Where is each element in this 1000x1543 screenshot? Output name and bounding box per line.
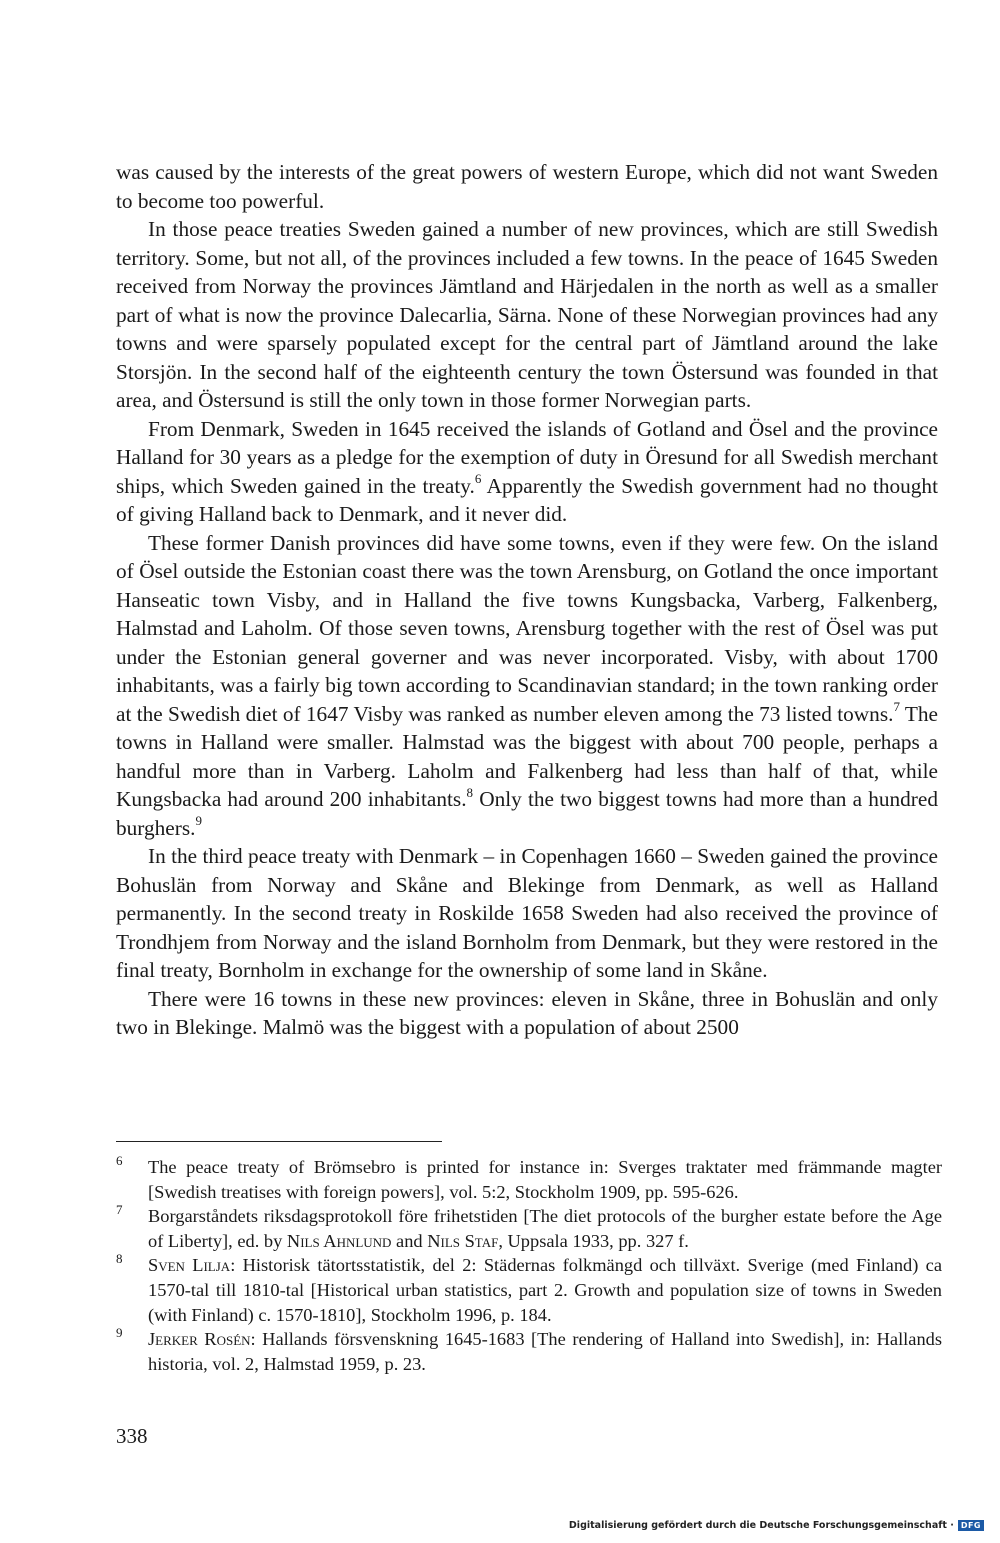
footnote-number: 6 <box>116 1153 123 1168</box>
paragraph <box>116 415 938 529</box>
author-name: Jerker Rosén <box>148 1329 251 1350</box>
footnote-number: 7 <box>116 1202 123 1218</box>
dfg-logo-icon: DFG <box>958 1520 984 1531</box>
text-run: In the third peace treaty with Denmark – in Copenhagen 1660 – Sweden gained the province Bohuslän from Norway and Skåne and Blekinge from Denmark, as well as Halland permanently. In the second treaty in Roskilde 1658 Sweden had also received the province of Trondhjem from Norway and the island Bornholm from Denmark, but they were restored in the final treaty, Bornholm in exchange for the ownership of some land in Skåne. <box>116 844 938 982</box>
text-run: Apparently the Swedish government had no thought of giving Halland back to Denmark, and it never did. <box>116 473 938 526</box>
footnotes <box>116 1155 942 1376</box>
text-run: The peace treaty of Brömsebro is printed for instance in: Sverges traktater med främmande magter [Swedish treatises with foreign powers], vol. 5:2, Stockholm 1909, pp. 595-626. <box>148 1157 942 1202</box>
author-name: Nils Staf <box>427 1230 499 1251</box>
page-number: 338 <box>116 1424 148 1448</box>
paragraph <box>116 985 938 1042</box>
text-run: was caused by the interests of the great powers of western Europe, which did not want Sweden to become too powerful. <box>116 160 938 213</box>
text-run: , Uppsala 1933, pp. 327 f. <box>498 1230 689 1251</box>
credit-text: Digitalisierung gefördert durch die Deutsche Forschungsgemeinschaft · <box>568 1520 954 1531</box>
footnote <box>116 1253 942 1327</box>
text-run: : Hallands försvenskning 1645-1683 [The rendering of Halland into Swedish], in: Hallands historia, vol. 2, Halmstad 1959, p. 23. <box>148 1329 942 1374</box>
digitization-credit <box>569 1520 984 1531</box>
paragraph <box>116 215 938 415</box>
author-name: Nils Ahnlund <box>286 1230 392 1251</box>
text-run: From Denmark, Sweden in 1645 received the islands of Gotland and Ösel and the province Halland for 30 years as a pledge for the exemption of duty in Öresund for all Swedish merchant ships, which Sweden gained in the treaty. <box>116 416 938 498</box>
footnote-ref: 6 <box>474 471 482 487</box>
footnote <box>116 1204 942 1253</box>
text-run: and <box>391 1230 428 1251</box>
body-text <box>116 158 938 1042</box>
text-run: There were 16 towns in these new provinces: eleven in Skåne, three in Bohuslän and only two in Blekinge. Malmö was the biggest with a population of about 2500 <box>116 986 938 1039</box>
footnote-number: 8 <box>116 1251 123 1267</box>
footnote-number: 9 <box>116 1325 123 1341</box>
footnote <box>116 1155 942 1204</box>
footnote <box>116 1327 942 1376</box>
paragraph <box>116 158 938 215</box>
paragraph <box>116 529 938 843</box>
text-run: The towns in Halland were smaller. Halmstad was the biggest with about 700 people, perhaps a handful more than in Varberg. Laholm and Falkenberg had less than half of that, while Kungsbacka had around 200 inhabitants. <box>116 701 938 811</box>
author-name: Sven Lilja <box>148 1255 231 1276</box>
footnote-ref: 7 <box>893 699 900 715</box>
footnote-ref: 9 <box>195 813 202 829</box>
text-run: These former Danish provinces did have some towns, even if they were few. On the island of Ösel outside the Estonian coast there was the town Arensburg, on Gotland the once important Hanseatic town Visby, and in Halland the five towns Kungsbacka, Varberg, Falkenberg, Halmstad and Laholm. Of those seven towns, Arensburg together with the rest of Ösel was put under the Estonian general governer and was never incorporated. Visby, with about 1700 inhabitants, was a fairly big town according to Scandinavian standard; in the town ranking order at the Swedish diet of 1647 Visby was ranked as number eleven among the 73 listed towns. <box>116 530 938 726</box>
footnote-ref: 8 <box>466 784 474 800</box>
text-run: : Historisk tätortsstatistik, del 2: Städernas folkmängd och tillväxt. Sverige (med Finland) ca 1570-tal till 1810-tal [Historical urban statistics, part 2. Growth and population size of towns in Sweden (with Finland) c. 1570-1810], Stockholm 1996, p. 184. <box>148 1255 942 1325</box>
text-run: Borgarståndets riksdagsprotokoll före frihetstiden [The diet protocols of the burgher estate before the Age of Liberty], ed. by <box>148 1206 942 1251</box>
text-run: In those peace treaties Sweden gained a number of new provinces, which are still Swedish territory. Some, but not all, of the provinces included a few towns. In the peace of 1645 Sweden received from Norway the provinces Jämtland and Härjedalen in the north as well as a smaller part of what is now the province Dalecarlia, Särna. None of these Norwegian provinces had any towns and were sparsely populated except for the central part of Jämtland around the lake Storsjön. In the second half of the eighteenth century the town Östersund was founded in that area, and Östersund is still the only town in those former Norwegian parts. <box>116 217 938 412</box>
text-run: Only the two biggest towns had more than a hundred burghers. <box>116 787 938 840</box>
paragraph <box>116 842 938 985</box>
footnote-separator <box>116 1141 442 1142</box>
